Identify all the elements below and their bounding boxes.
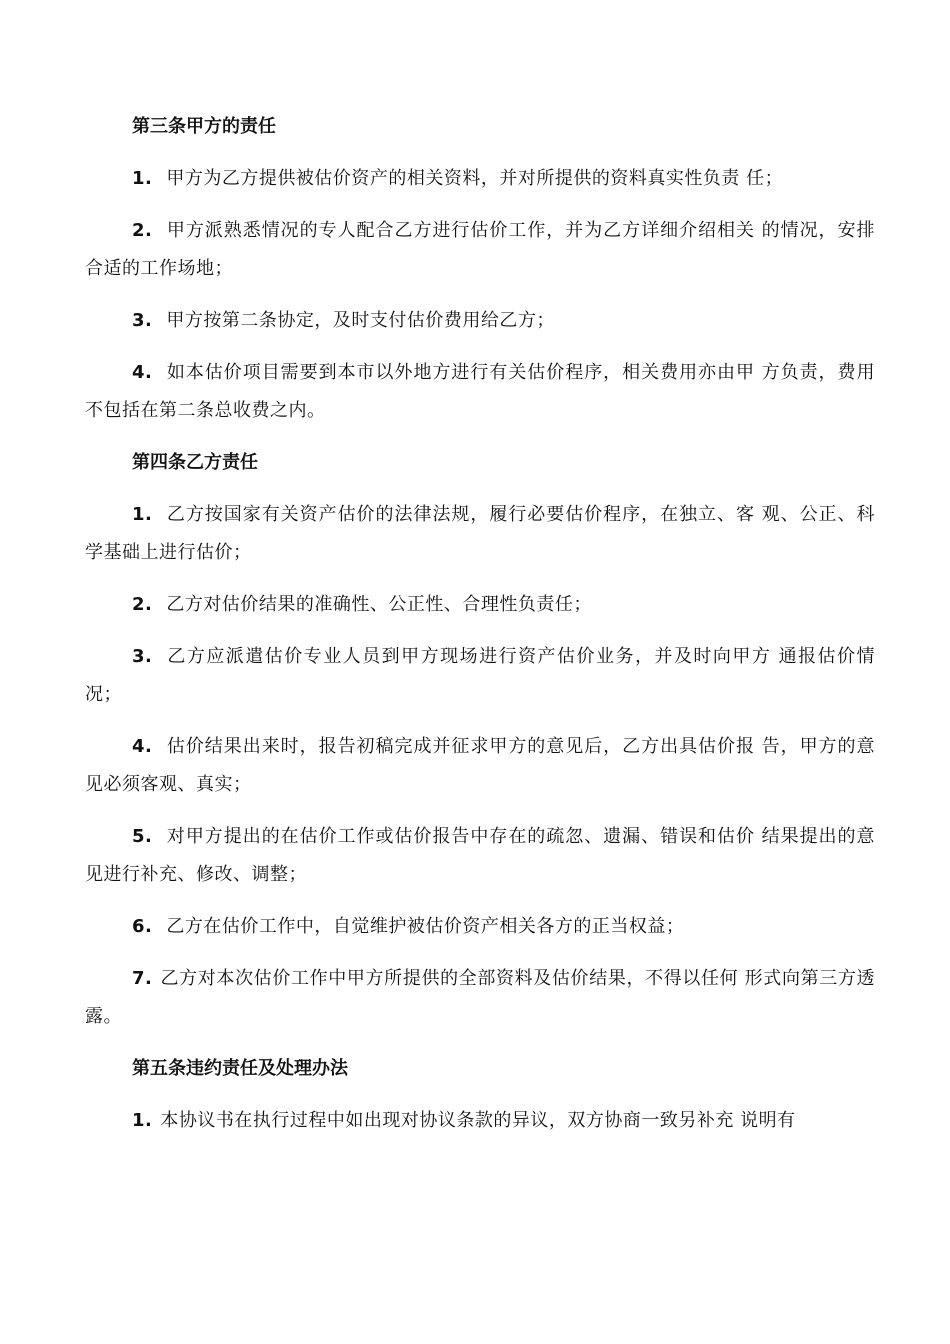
clause-paragraph <box>85 586 875 624</box>
clause-paragraph <box>85 212 875 288</box>
clause-number: 1. <box>132 168 153 189</box>
clause-paragraph <box>85 638 875 714</box>
document-body <box>85 108 875 1154</box>
clause-paragraph <box>85 496 875 572</box>
section-heading-4: 第四条乙方责任 <box>132 452 258 473</box>
clause-number: 1. <box>132 504 153 525</box>
clause-number: 7. <box>132 968 153 989</box>
clause-paragraph <box>85 908 875 946</box>
clause-number: 4. <box>132 362 153 383</box>
clause-number: 2. <box>132 220 153 241</box>
clause-paragraph <box>85 354 875 430</box>
clause-paragraph <box>85 302 875 340</box>
clause-paragraph <box>85 960 875 1036</box>
clause-text: 估价结果出来时，报告初稿完成并征求甲方的意见后，乙方出具估价报 告，甲方的意见必须客观、真实； <box>85 736 875 795</box>
clause-text: 本协议书在执行过程中如出现对协议条款的异议，双方协商一致另补充 说明有 <box>160 1110 796 1131</box>
clause-paragraph <box>85 818 875 894</box>
clause-text: 甲方按第二条协定，及时支付估价费用给乙方； <box>166 310 555 331</box>
clause-text: 如本估价项目需要到本市以外地方进行有关估价程序，相关费用亦由甲 方负责，费用不包括在第二条总收费之内。 <box>85 362 875 421</box>
clause-text: 乙方对估价结果的准确性、公正性、合理性负责任； <box>166 594 592 615</box>
clause-text: 甲方为乙方提供被估价资产的相关资料，并对所提供的资料真实性负责 任； <box>166 168 784 189</box>
clause-number: 5. <box>132 826 153 847</box>
clause-number: 1. <box>132 1110 153 1131</box>
clause-paragraph <box>85 728 875 804</box>
clause-text: 对甲方提出的在估价工作或估价报告中存在的疏忽、遗漏、错误和估价 结果提出的意见进行补充、修改、调整； <box>85 826 875 885</box>
clause-number: 3. <box>132 310 153 331</box>
clause-text: 乙方应派遣估价专业人员到甲方现场进行资产估价业务，并及时向甲方 通报估价情况； <box>85 646 875 705</box>
clause-number: 6. <box>132 916 153 937</box>
section-heading-5: 第五条违约责任及处理办法 <box>132 1058 348 1079</box>
section-heading-3: 第三条甲方的责任 <box>132 116 276 137</box>
clause-text: 乙方对本次估价工作中甲方所提供的全部资料及估价结果，不得以任何 形式向第三方透露。 <box>85 968 875 1027</box>
clause-text: 甲方派熟悉情况的专人配合乙方进行估价工作，并为乙方详细介绍相关 的情况，安排合适的工作场地； <box>85 220 875 279</box>
clause-number: 3. <box>132 646 153 667</box>
clause-paragraph <box>85 160 875 198</box>
clause-text: 乙方在估价工作中，自觉维护被估价资产相关各方的正当权益； <box>166 916 685 937</box>
clause-paragraph <box>85 1102 875 1140</box>
clause-number: 4. <box>132 736 153 757</box>
clause-number: 2. <box>132 594 153 615</box>
clause-text: 乙方按国家有关资产估价的法律法规，履行必要估价程序，在独立、客 观、公正、科学基础上进行估价； <box>85 504 875 563</box>
